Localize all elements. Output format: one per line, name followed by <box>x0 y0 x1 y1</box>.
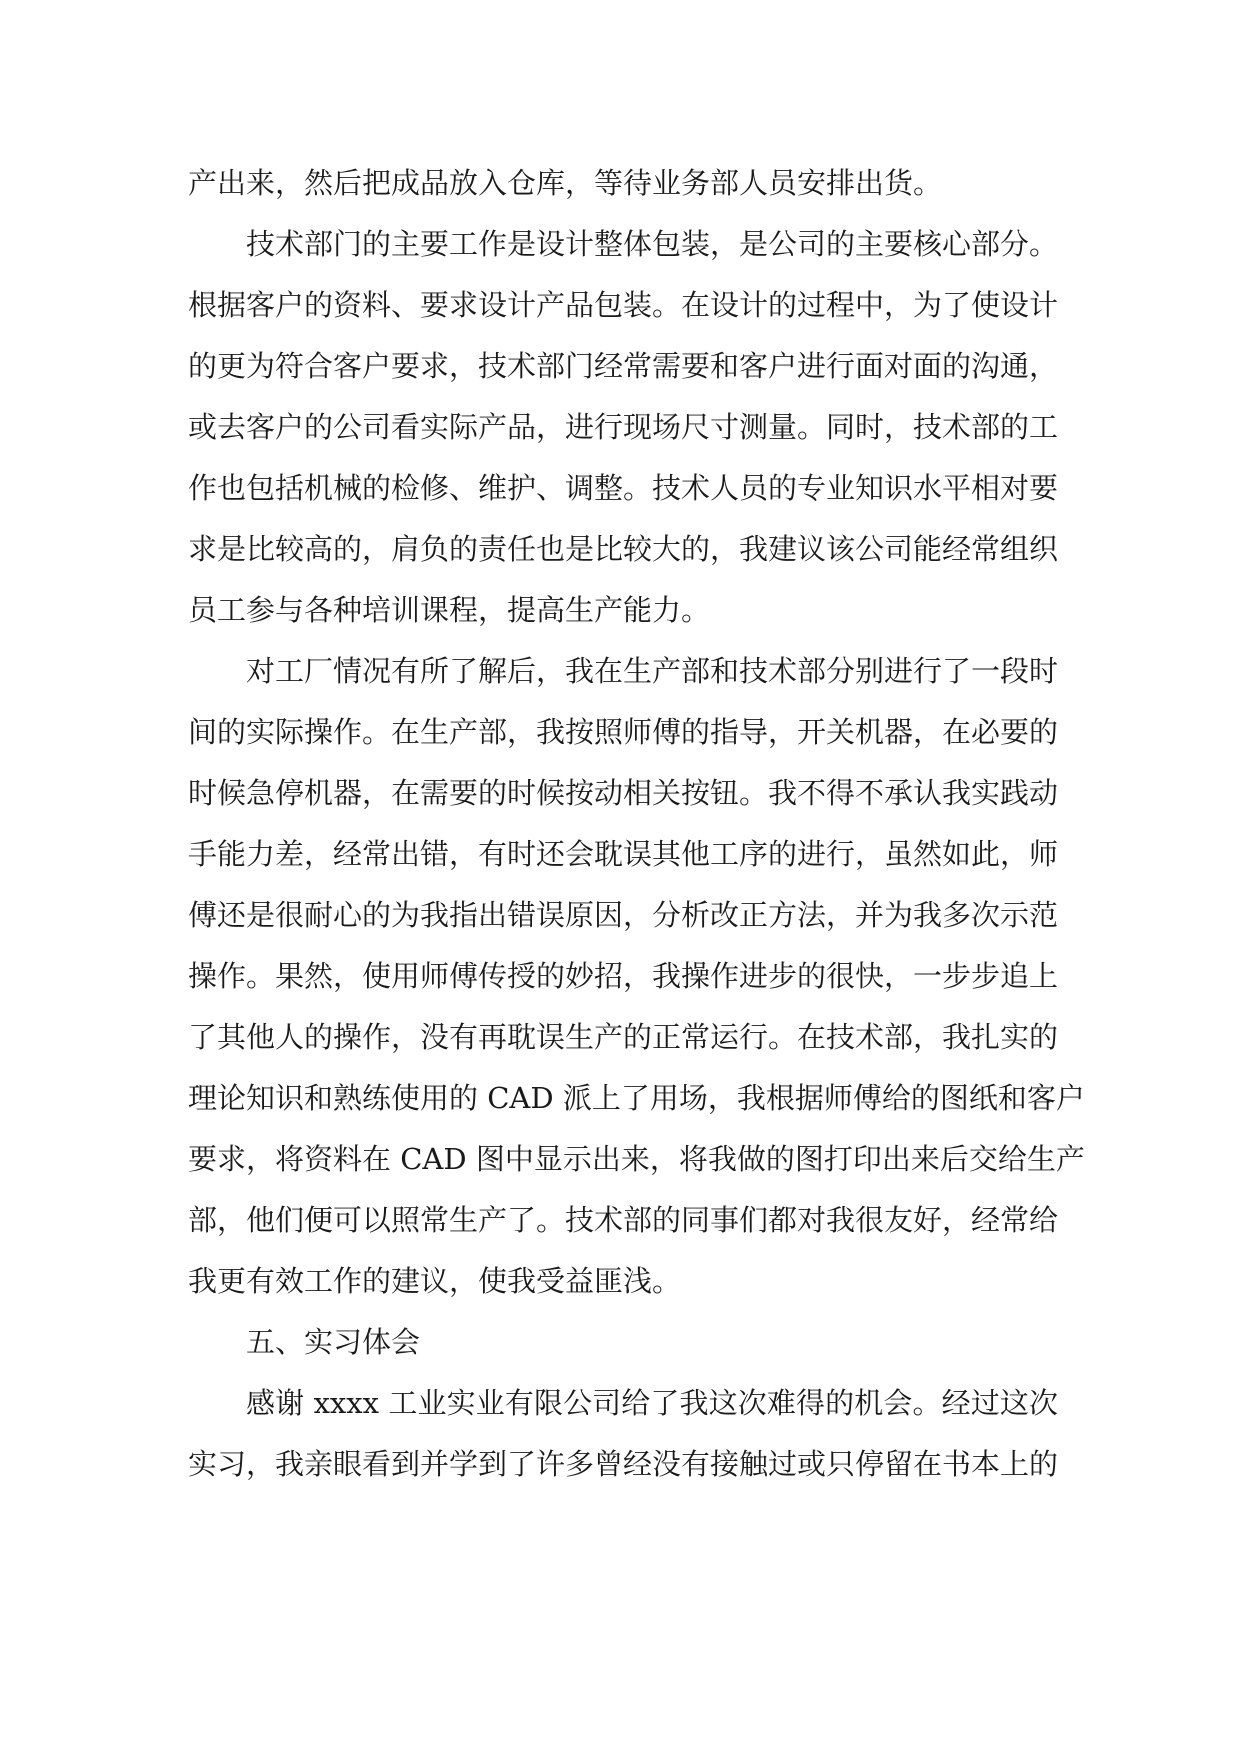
paragraph-line: 对工厂情况有所了解后，我在生产部和技术部分别进行了一段时 <box>246 654 1059 688</box>
paragraph-line: 间的实际操作。在生产部，我按照师傅的指导，开关机器，在必要的 <box>188 715 1059 749</box>
paragraph-line: 根据客户的资料、要求设计产品包装。在设计的过程中，为了使设计 <box>188 288 1059 322</box>
paragraph-line: 员工参与各种培训课程，提高生产能力。 <box>188 593 711 627</box>
paragraph-line: 产出来，然后把成品放入仓库，等待业务部人员安排出货。 <box>188 166 943 200</box>
paragraph-line: 操作。果然，使用师傅传授的妙招，我操作进步的很快，一步步追上 <box>188 959 1059 993</box>
paragraph-line: 傅还是很耐心的为我指出错误原因，分析改正方法，并为我多次示范 <box>188 898 1059 932</box>
paragraph-line: 手能力差，经常出错，有时还会耽误其他工序的进行，虽然如此，师 <box>188 837 1059 871</box>
body-text <box>188 153 1085 1495</box>
paragraph-line: 理论知识和熟练使用的 CAD 派上了用场，我根据师傅给的图纸和客户 <box>188 1081 1085 1115</box>
paragraph-line: 实习，我亲眼看到并学到了许多曾经没有接触过或只停留在书本上的 <box>188 1447 1059 1481</box>
paragraph-line: 我更有效工作的建议，使我受益匪浅。 <box>188 1264 682 1298</box>
paragraph-line: 时候急停机器，在需要的时候按动相关按钮。我不得不承认我实践动 <box>188 776 1059 810</box>
paragraph-line: 作也包括机械的检修、维护、调整。技术人员的专业知识水平相对要 <box>188 471 1059 505</box>
paragraph-line: 部，他们便可以照常生产了。技术部的同事们都对我很友好，经常给 <box>188 1203 1059 1237</box>
paragraph-line: 技术部门的主要工作是设计整体包装，是公司的主要核心部分。 <box>246 227 1059 261</box>
paragraph-line: 要求，将资料在 CAD 图中显示出来，将我做的图打印出来后交给生产 <box>188 1142 1085 1176</box>
paragraph-line: 求是比较高的，肩负的责任也是比较大的，我建议该公司能经常组织 <box>188 532 1059 566</box>
paragraph-line: 或去客户的公司看实际产品，进行现场尺寸测量。同时，技术部的工 <box>188 410 1059 444</box>
paragraph-line: 了其他人的操作，没有再耽误生产的正常运行。在技术部，我扎实的 <box>188 1020 1059 1054</box>
paragraph-line: 的更为符合客户要求，技术部门经常需要和客户进行面对面的沟通， <box>188 349 1059 383</box>
section-heading: 五、实习体会 <box>246 1325 421 1359</box>
paragraph-line: 感谢 xxxx 工业实业有限公司给了我这次难得的机会。经过这次 <box>246 1386 1058 1420</box>
